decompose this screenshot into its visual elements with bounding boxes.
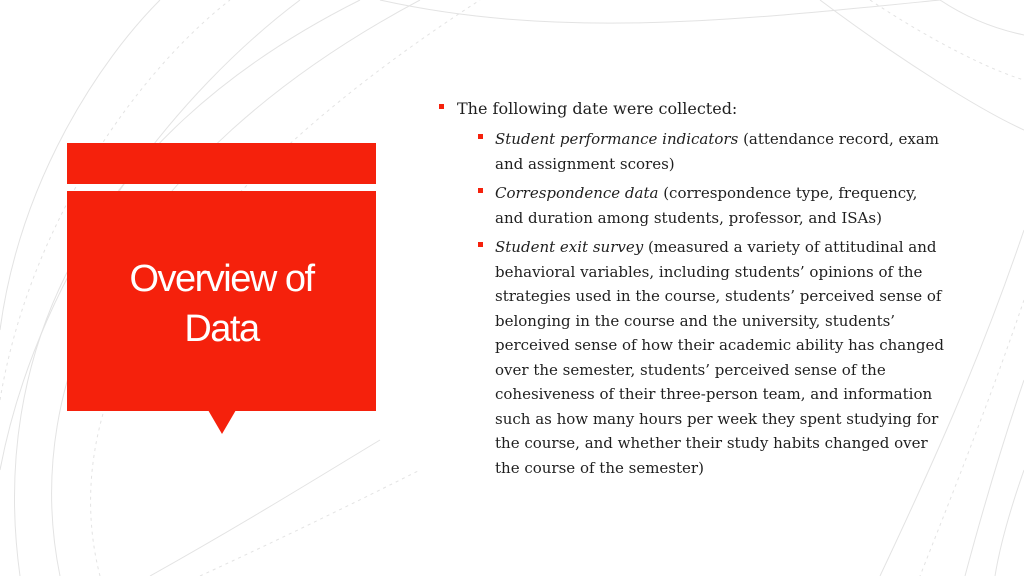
square-bullet-icon <box>439 104 444 109</box>
title-box <box>67 191 376 411</box>
title-pointer <box>208 410 236 434</box>
item-term: Student exit survey <box>495 238 644 256</box>
square-bullet-icon <box>478 188 483 193</box>
data-list <box>438 127 998 480</box>
list-item <box>476 127 950 176</box>
intro-text: The following date were collected: <box>457 99 738 118</box>
item-detail: (correspondence type, frequency, and duration among students, professor, and ISAs) <box>495 184 918 227</box>
square-bullet-icon <box>478 134 483 139</box>
item-term: Student performance indicators <box>495 130 739 148</box>
item-term: Correspondence data <box>495 184 659 202</box>
slide-content <box>438 96 998 480</box>
item-detail: (attendance record, exam and assignment scores) <box>495 130 940 173</box>
slide-title: Overview of Data <box>129 258 314 350</box>
intro-bullet <box>438 96 998 122</box>
list-item <box>476 235 950 480</box>
square-bullet-icon <box>478 242 483 247</box>
title-accent-strip <box>67 143 376 184</box>
item-detail: (measured a variety of attitudinal and behavioral variables, including students’ opinions of the strategies used in the course, students’ perceived sense of belonging in the course and the university, students’ perceived sense of how their academic ability has changed over the semester, students’ perceived sense of the cohesiveness of their three-person team, and information such as how many hours per week they spent studying for the course, and whether their study habits changed over the course of the semester) <box>495 238 944 477</box>
list-item <box>476 181 950 230</box>
